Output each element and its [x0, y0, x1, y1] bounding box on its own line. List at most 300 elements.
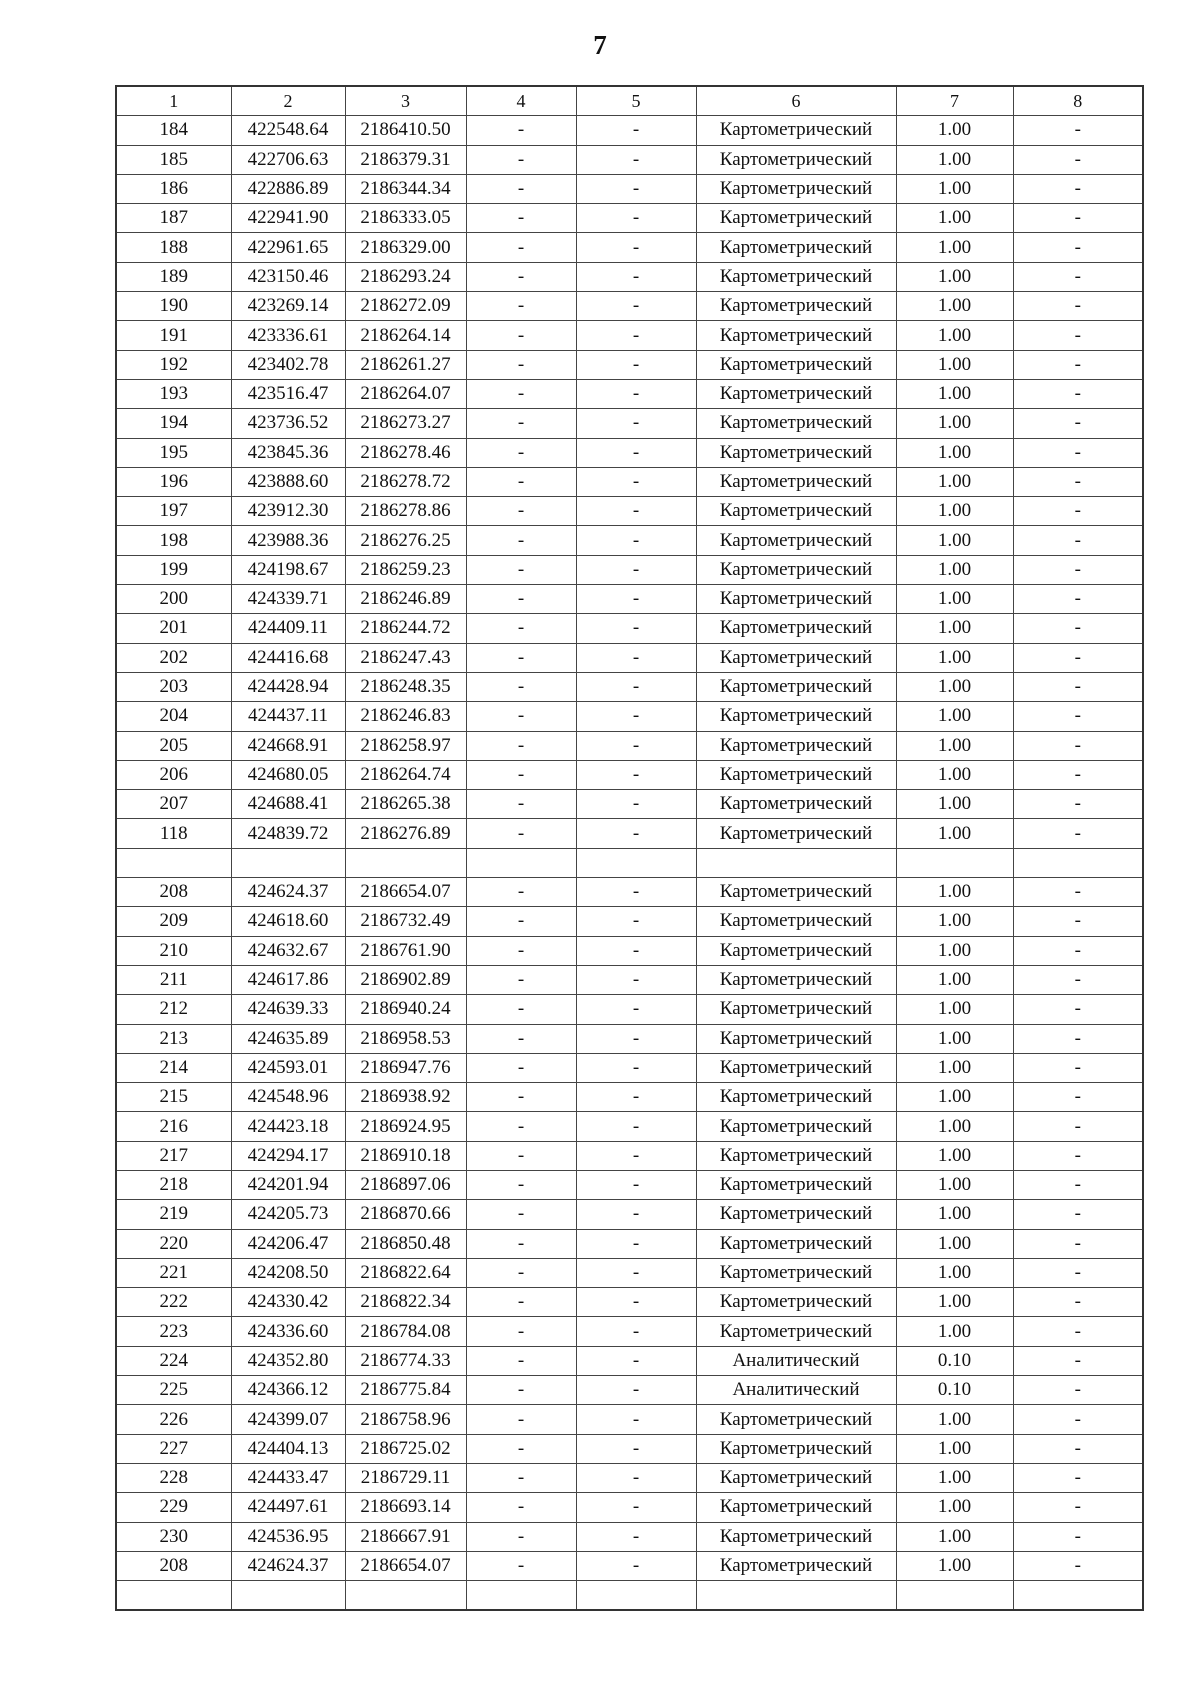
method-cell: Картометрический: [696, 555, 896, 584]
col8-cell: -: [1013, 116, 1143, 145]
col8-cell: -: [1013, 672, 1143, 701]
x-coordinate-cell: [231, 1581, 345, 1611]
col8-cell: -: [1013, 379, 1143, 408]
column-header: 5: [576, 86, 696, 116]
method-cell: Картометрический: [696, 1317, 896, 1346]
col4-cell: -: [466, 350, 576, 379]
x-coordinate-cell: 424416.68: [231, 643, 345, 672]
col8-cell: -: [1013, 1200, 1143, 1229]
method-cell: Картометрический: [696, 731, 896, 760]
col5-cell: -: [576, 438, 696, 467]
table-row: [116, 1493, 1143, 1522]
col4-cell: -: [466, 1463, 576, 1492]
point-number-cell: 213: [116, 1024, 231, 1053]
col8-cell: -: [1013, 350, 1143, 379]
x-coordinate-cell: 424198.67: [231, 555, 345, 584]
x-coordinate-cell: 424433.47: [231, 1463, 345, 1492]
col5-cell: -: [576, 497, 696, 526]
table-row: [116, 555, 1143, 584]
method-cell: Картометрический: [696, 790, 896, 819]
y-coordinate-cell: 2186725.02: [345, 1434, 466, 1463]
x-coordinate-cell: 424632.67: [231, 936, 345, 965]
col5-cell: -: [576, 614, 696, 643]
y-coordinate-cell: 2186272.09: [345, 292, 466, 321]
point-number-cell: [116, 1581, 231, 1611]
point-number-cell: 195: [116, 438, 231, 467]
x-coordinate-cell: 423888.60: [231, 467, 345, 496]
method-cell: Картометрический: [696, 965, 896, 994]
y-coordinate-cell: 2186822.34: [345, 1288, 466, 1317]
col4-cell: -: [466, 1288, 576, 1317]
accuracy-cell: 1.00: [896, 1024, 1013, 1053]
y-coordinate-cell: 2186329.00: [345, 233, 466, 262]
col5-cell: -: [576, 1405, 696, 1434]
accuracy-cell: 1.00: [896, 1053, 1013, 1082]
method-cell: Картометрический: [696, 262, 896, 291]
col8-cell: -: [1013, 1053, 1143, 1082]
col8-cell: -: [1013, 1170, 1143, 1199]
point-number-cell: 227: [116, 1434, 231, 1463]
col8-cell: -: [1013, 702, 1143, 731]
accuracy-cell: 1.00: [896, 995, 1013, 1024]
y-coordinate-cell: 2186265.38: [345, 790, 466, 819]
col5-cell: -: [576, 555, 696, 584]
point-number-cell: 228: [116, 1463, 231, 1492]
col5-cell: -: [576, 878, 696, 907]
x-coordinate-cell: 423845.36: [231, 438, 345, 467]
method-cell: Картометрический: [696, 233, 896, 262]
col5-cell: -: [576, 965, 696, 994]
col4-cell: -: [466, 878, 576, 907]
point-number-cell: 184: [116, 116, 231, 145]
table-row: [116, 1141, 1143, 1170]
table-row: [116, 1463, 1143, 1492]
point-number-cell: 218: [116, 1170, 231, 1199]
table-row: [116, 995, 1143, 1024]
col5-cell: -: [576, 292, 696, 321]
accuracy-cell: 1.00: [896, 1317, 1013, 1346]
accuracy-cell: 1.00: [896, 936, 1013, 965]
point-number-cell: 223: [116, 1317, 231, 1346]
column-header: 2: [231, 86, 345, 116]
col4-cell: -: [466, 1376, 576, 1405]
col8-cell: -: [1013, 292, 1143, 321]
accuracy-cell: 1.00: [896, 204, 1013, 233]
x-coordinate-cell: 424208.50: [231, 1258, 345, 1287]
col4-cell: -: [466, 233, 576, 262]
table-row: [116, 409, 1143, 438]
col5-cell: -: [576, 174, 696, 203]
col4-cell: -: [466, 497, 576, 526]
x-coordinate-cell: 423150.46: [231, 262, 345, 291]
col8-cell: -: [1013, 438, 1143, 467]
method-cell: Картометрический: [696, 526, 896, 555]
column-header: 3: [345, 86, 466, 116]
col8-cell: -: [1013, 936, 1143, 965]
x-coordinate-cell: 424618.60: [231, 907, 345, 936]
y-coordinate-cell: 2186654.07: [345, 1551, 466, 1580]
point-number-cell: 206: [116, 760, 231, 789]
y-coordinate-cell: 2186344.34: [345, 174, 466, 203]
accuracy-cell: 1.00: [896, 292, 1013, 321]
col8-cell: -: [1013, 907, 1143, 936]
y-coordinate-cell: 2186410.50: [345, 116, 466, 145]
accuracy-cell: 1.00: [896, 1112, 1013, 1141]
col8-cell: -: [1013, 1493, 1143, 1522]
col5-cell: [576, 848, 696, 877]
x-coordinate-cell: 422706.63: [231, 145, 345, 174]
col8-cell: -: [1013, 233, 1143, 262]
table-row: [116, 1346, 1143, 1375]
method-cell: Аналитический: [696, 1376, 896, 1405]
col5-cell: -: [576, 1200, 696, 1229]
column-header: 6: [696, 86, 896, 116]
col4-cell: -: [466, 995, 576, 1024]
y-coordinate-cell: 2186246.89: [345, 585, 466, 614]
table-row: [116, 936, 1143, 965]
col4-cell: -: [466, 116, 576, 145]
point-number-cell: 219: [116, 1200, 231, 1229]
table-row: [116, 907, 1143, 936]
col5-cell: -: [576, 1024, 696, 1053]
col8-cell: -: [1013, 878, 1143, 907]
col4-cell: -: [466, 1258, 576, 1287]
y-coordinate-cell: 2186693.14: [345, 1493, 466, 1522]
table-row: [116, 1581, 1143, 1611]
x-coordinate-cell: 423516.47: [231, 379, 345, 408]
col4-cell: -: [466, 292, 576, 321]
table-row: [116, 1405, 1143, 1434]
x-coordinate-cell: 423736.52: [231, 409, 345, 438]
col5-cell: -: [576, 995, 696, 1024]
col5-cell: -: [576, 1434, 696, 1463]
method-cell: Картометрический: [696, 1258, 896, 1287]
col5-cell: -: [576, 145, 696, 174]
method-cell: Картометрический: [696, 1024, 896, 1053]
y-coordinate-cell: 2186278.86: [345, 497, 466, 526]
point-number-cell: 221: [116, 1258, 231, 1287]
accuracy-cell: 1.00: [896, 585, 1013, 614]
accuracy-cell: 1.00: [896, 907, 1013, 936]
point-number-cell: 209: [116, 907, 231, 936]
y-coordinate-cell: 2186761.90: [345, 936, 466, 965]
method-cell: Картометрический: [696, 995, 896, 1024]
col4-cell: -: [466, 936, 576, 965]
col4-cell: -: [466, 1522, 576, 1551]
method-cell: Картометрический: [696, 350, 896, 379]
col5-cell: [576, 1581, 696, 1611]
col5-cell: -: [576, 321, 696, 350]
col8-cell: -: [1013, 409, 1143, 438]
point-number-cell: 187: [116, 204, 231, 233]
method-cell: Картометрический: [696, 819, 896, 848]
x-coordinate-cell: 424294.17: [231, 1141, 345, 1170]
method-cell: [696, 848, 896, 877]
col4-cell: -: [466, 614, 576, 643]
page-number: 7: [593, 30, 607, 60]
col5-cell: -: [576, 1376, 696, 1405]
table-row: [116, 672, 1143, 701]
col4-cell: -: [466, 819, 576, 848]
col5-cell: -: [576, 116, 696, 145]
col8-cell: -: [1013, 145, 1143, 174]
y-coordinate-cell: 2186938.92: [345, 1083, 466, 1112]
method-cell: Картометрический: [696, 1170, 896, 1199]
col5-cell: -: [576, 1493, 696, 1522]
point-number-cell: [116, 848, 231, 877]
table-row: [116, 1376, 1143, 1405]
method-cell: [696, 1581, 896, 1611]
method-cell: Аналитический: [696, 1346, 896, 1375]
col4-cell: -: [466, 204, 576, 233]
col8-cell: -: [1013, 760, 1143, 789]
col4-cell: -: [466, 145, 576, 174]
x-coordinate-cell: 423912.30: [231, 497, 345, 526]
col5-cell: -: [576, 526, 696, 555]
accuracy-cell: 1.00: [896, 614, 1013, 643]
col5-cell: -: [576, 1170, 696, 1199]
accuracy-cell: 1.00: [896, 1434, 1013, 1463]
table-row: [116, 145, 1143, 174]
col5-cell: -: [576, 1112, 696, 1141]
x-coordinate-cell: 424428.94: [231, 672, 345, 701]
col8-cell: -: [1013, 1258, 1143, 1287]
accuracy-cell: 1.00: [896, 643, 1013, 672]
table-body: [116, 116, 1143, 1611]
accuracy-cell: 1.00: [896, 262, 1013, 291]
col8-cell: -: [1013, 790, 1143, 819]
method-cell: Картометрический: [696, 1463, 896, 1492]
method-cell: Картометрический: [696, 1405, 896, 1434]
point-number-cell: 217: [116, 1141, 231, 1170]
col5-cell: -: [576, 672, 696, 701]
col5-cell: -: [576, 585, 696, 614]
col4-cell: -: [466, 585, 576, 614]
col5-cell: -: [576, 819, 696, 848]
method-cell: Картометрический: [696, 321, 896, 350]
col4-cell: -: [466, 1083, 576, 1112]
x-coordinate-cell: 424635.89: [231, 1024, 345, 1053]
table-row: [116, 760, 1143, 789]
x-coordinate-cell: 424339.71: [231, 585, 345, 614]
y-coordinate-cell: 2186732.49: [345, 907, 466, 936]
accuracy-cell: 1.00: [896, 409, 1013, 438]
y-coordinate-cell: 2186246.83: [345, 702, 466, 731]
col8-cell: -: [1013, 497, 1143, 526]
method-cell: Картометрический: [696, 1229, 896, 1258]
table-row: [116, 1112, 1143, 1141]
method-cell: Картометрический: [696, 204, 896, 233]
y-coordinate-cell: 2186276.89: [345, 819, 466, 848]
method-cell: Картометрический: [696, 1141, 896, 1170]
y-coordinate-cell: 2186910.18: [345, 1141, 466, 1170]
method-cell: Картометрический: [696, 1551, 896, 1580]
accuracy-cell: 1.00: [896, 526, 1013, 555]
col4-cell: -: [466, 1112, 576, 1141]
col8-cell: -: [1013, 731, 1143, 760]
col8-cell: -: [1013, 1317, 1143, 1346]
x-coordinate-cell: 424330.42: [231, 1288, 345, 1317]
method-cell: Картометрический: [696, 116, 896, 145]
y-coordinate-cell: 2186775.84: [345, 1376, 466, 1405]
accuracy-cell: 1.00: [896, 1405, 1013, 1434]
column-header: 7: [896, 86, 1013, 116]
x-coordinate-cell: 424668.91: [231, 731, 345, 760]
col4-cell: [466, 1581, 576, 1611]
col8-cell: -: [1013, 585, 1143, 614]
col8-cell: [1013, 848, 1143, 877]
col5-cell: -: [576, 1083, 696, 1112]
point-number-cell: 198: [116, 526, 231, 555]
y-coordinate-cell: 2186258.97: [345, 731, 466, 760]
x-coordinate-cell: 424624.37: [231, 878, 345, 907]
accuracy-cell: 1.00: [896, 174, 1013, 203]
x-coordinate-cell: 424352.80: [231, 1346, 345, 1375]
col8-cell: -: [1013, 965, 1143, 994]
x-coordinate-cell: 424548.96: [231, 1083, 345, 1112]
x-coordinate-cell: 424404.13: [231, 1434, 345, 1463]
y-coordinate-cell: 2186822.64: [345, 1258, 466, 1287]
point-number-cell: 192: [116, 350, 231, 379]
x-coordinate-cell: 424624.37: [231, 1551, 345, 1580]
col4-cell: -: [466, 760, 576, 789]
accuracy-cell: [896, 1581, 1013, 1611]
x-coordinate-cell: 424639.33: [231, 995, 345, 1024]
method-cell: Картометрический: [696, 1288, 896, 1317]
col5-cell: -: [576, 790, 696, 819]
table-row: [116, 1170, 1143, 1199]
col5-cell: -: [576, 1463, 696, 1492]
table-row: [116, 262, 1143, 291]
accuracy-cell: 1.00: [896, 731, 1013, 760]
table-row: [116, 614, 1143, 643]
accuracy-cell: 1.00: [896, 1288, 1013, 1317]
y-coordinate-cell: [345, 1581, 466, 1611]
col8-cell: -: [1013, 1112, 1143, 1141]
y-coordinate-cell: 2186244.72: [345, 614, 466, 643]
col5-cell: -: [576, 1317, 696, 1346]
y-coordinate-cell: 2186729.11: [345, 1463, 466, 1492]
method-cell: Картометрический: [696, 292, 896, 321]
accuracy-cell: 1.00: [896, 790, 1013, 819]
col4-cell: -: [466, 1170, 576, 1199]
col4-cell: -: [466, 1434, 576, 1463]
accuracy-cell: 1.00: [896, 555, 1013, 584]
col8-cell: -: [1013, 1229, 1143, 1258]
table-row: [116, 116, 1143, 145]
y-coordinate-cell: 2186870.66: [345, 1200, 466, 1229]
table-row: [116, 848, 1143, 877]
table-row: [116, 702, 1143, 731]
method-cell: Картометрический: [696, 1053, 896, 1082]
col5-cell: -: [576, 702, 696, 731]
accuracy-cell: [896, 848, 1013, 877]
y-coordinate-cell: 2186897.06: [345, 1170, 466, 1199]
col4-cell: -: [466, 702, 576, 731]
col5-cell: -: [576, 467, 696, 496]
col5-cell: -: [576, 204, 696, 233]
col5-cell: -: [576, 731, 696, 760]
col8-cell: -: [1013, 1024, 1143, 1053]
method-cell: Картометрический: [696, 438, 896, 467]
x-coordinate-cell: 423269.14: [231, 292, 345, 321]
col5-cell: -: [576, 262, 696, 291]
col8-cell: [1013, 1581, 1143, 1611]
y-coordinate-cell: 2186264.74: [345, 760, 466, 789]
col8-cell: -: [1013, 321, 1143, 350]
point-number-cell: 229: [116, 1493, 231, 1522]
table-row: [116, 526, 1143, 555]
x-coordinate-cell: 424497.61: [231, 1493, 345, 1522]
method-cell: Картометрический: [696, 1434, 896, 1463]
point-number-cell: 189: [116, 262, 231, 291]
table-row: [116, 350, 1143, 379]
y-coordinate-cell: 2186247.43: [345, 643, 466, 672]
col5-cell: -: [576, 1288, 696, 1317]
accuracy-cell: 1.00: [896, 1258, 1013, 1287]
point-number-cell: 190: [116, 292, 231, 321]
accuracy-cell: 0.10: [896, 1346, 1013, 1375]
col8-cell: -: [1013, 1434, 1143, 1463]
x-coordinate-cell: 424437.11: [231, 702, 345, 731]
col5-cell: -: [576, 350, 696, 379]
col4-cell: [466, 848, 576, 877]
point-number-cell: 194: [116, 409, 231, 438]
y-coordinate-cell: [345, 848, 466, 877]
col4-cell: -: [466, 1493, 576, 1522]
x-coordinate-cell: 424680.05: [231, 760, 345, 789]
table-row: [116, 1288, 1143, 1317]
x-coordinate-cell: 424409.11: [231, 614, 345, 643]
method-cell: Картометрический: [696, 643, 896, 672]
y-coordinate-cell: 2186293.24: [345, 262, 466, 291]
x-coordinate-cell: 424536.95: [231, 1522, 345, 1551]
col4-cell: -: [466, 643, 576, 672]
x-coordinate-cell: 424206.47: [231, 1229, 345, 1258]
y-coordinate-cell: 2186947.76: [345, 1053, 466, 1082]
method-cell: Картометрический: [696, 174, 896, 203]
y-coordinate-cell: 2186667.91: [345, 1522, 466, 1551]
table-row: [116, 819, 1143, 848]
point-number-cell: 212: [116, 995, 231, 1024]
table-row: [116, 643, 1143, 672]
col5-cell: -: [576, 643, 696, 672]
table-row: [116, 1200, 1143, 1229]
point-number-cell: 205: [116, 731, 231, 760]
col4-cell: -: [466, 907, 576, 936]
col5-cell: -: [576, 1551, 696, 1580]
col4-cell: -: [466, 1551, 576, 1580]
accuracy-cell: 1.00: [896, 819, 1013, 848]
x-coordinate-cell: 424205.73: [231, 1200, 345, 1229]
method-cell: Картометрический: [696, 409, 896, 438]
y-coordinate-cell: 2186278.46: [345, 438, 466, 467]
x-coordinate-cell: [231, 848, 345, 877]
col4-cell: -: [466, 262, 576, 291]
method-cell: Картометрический: [696, 878, 896, 907]
table-row: [116, 379, 1143, 408]
table-row: [116, 1258, 1143, 1287]
point-number-cell: 201: [116, 614, 231, 643]
x-coordinate-cell: 424366.12: [231, 1376, 345, 1405]
method-cell: Картометрический: [696, 614, 896, 643]
table-row: [116, 1229, 1143, 1258]
table-row: [116, 497, 1143, 526]
column-header: 1: [116, 86, 231, 116]
x-coordinate-cell: 424336.60: [231, 1317, 345, 1346]
accuracy-cell: 1.00: [896, 1522, 1013, 1551]
col4-cell: -: [466, 1024, 576, 1053]
